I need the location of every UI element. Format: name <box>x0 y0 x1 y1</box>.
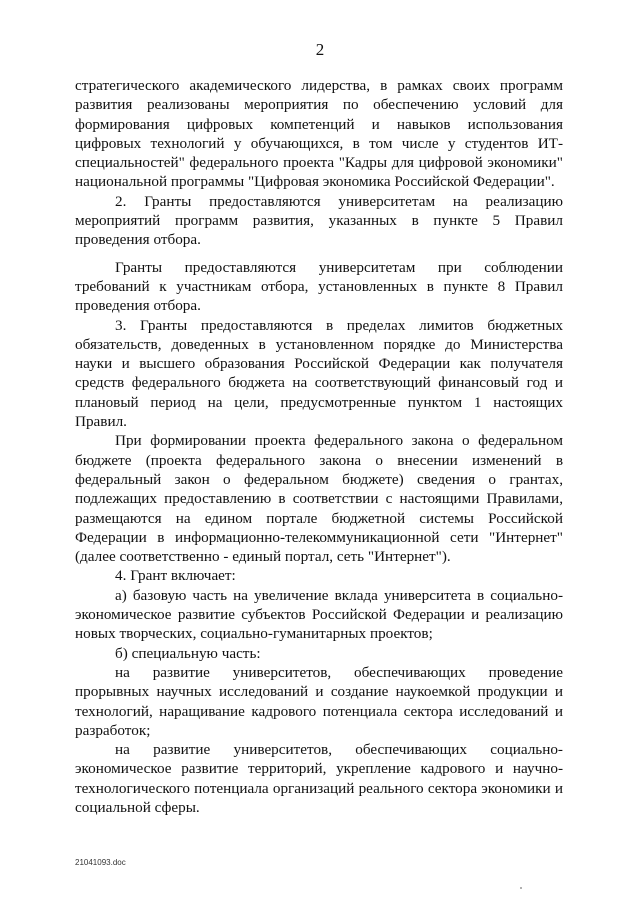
document-footer-filename: 21041093.doc <box>75 858 126 867</box>
paragraph-item-4b: б) специальную часть: <box>115 644 261 662</box>
paragraph-grant-requirements: Гранты предоставляются университетам при соблюдении требований к участникам отбора, установленных в пункте 8 Правил проведения отбора. <box>75 258 563 315</box>
paragraph-item-2: 2. Гранты предоставляются университетам на реализацию мероприятий программ развития, указанных в пункте 5 Правил проведения отбора. <box>75 192 563 249</box>
scan-speck <box>520 887 522 889</box>
page-number: 2 <box>315 40 325 59</box>
paragraph-item-3: 3. Гранты предоставляются в пределах лимитов бюджетных обязательств, доведенных в установленном порядке до Министерства науки и высшего образования Российской Федерации как получателя средств федерального бюджета на соответствующий финансовый год и плановый период на цели, предусмотренные пунктом 1 настоящих Правил. <box>75 316 563 431</box>
paragraph-regional-universities: на развитие университетов, обеспечивающих социально-экономическое развитие территорий, укрепление кадрового и научно-технологического потенциала организаций реального сектора экономики и социальной сферы. <box>75 741 563 816</box>
paragraph-research-universities: на развитие университетов, обеспечивающих проведение прорывных научных исследований и создание наукоемкой продукции и технологий, наращивание кадрового потенциала сектора исследований и разработок; <box>75 663 563 739</box>
paragraph-item-4: 4. Грант включает: <box>115 567 236 585</box>
paragraph-continuation: стратегического академического лидерства, в рамках своих программ развития реализованы мероприятия по обеспечению условий для формирования цифровых компетенций и навыков использования цифровых технологий у обучающихся, в том числе у студентов ИТ-специальностей" федерального проекта "Кадры для цифровой экономики" национальной программы "Цифровая экономика Российской Федерации". <box>75 77 563 191</box>
paragraph-federal-budget: При формировании проекта федерального закона о федеральном бюджете (проекта федерального закона о внесении изменений в федеральный закон о федеральном бюджете) сведения о грантах, подлежащих предоставлению в соответствии с настоящими Правилами, размещаются на едином портале бюджетной системы Российской Федерации в информационно-телекоммуникационной сети "Интернет" (далее соответственно - единый портал, сеть "Интернет"). <box>75 432 563 566</box>
document-body <box>75 76 563 817</box>
paragraph-item-4a: а) базовую часть на увеличение вклада университета в социально-экономическое развитие субъектов Российской Федерации и реализацию новых творческих, социально-гуманитарных проектов; <box>75 586 563 643</box>
